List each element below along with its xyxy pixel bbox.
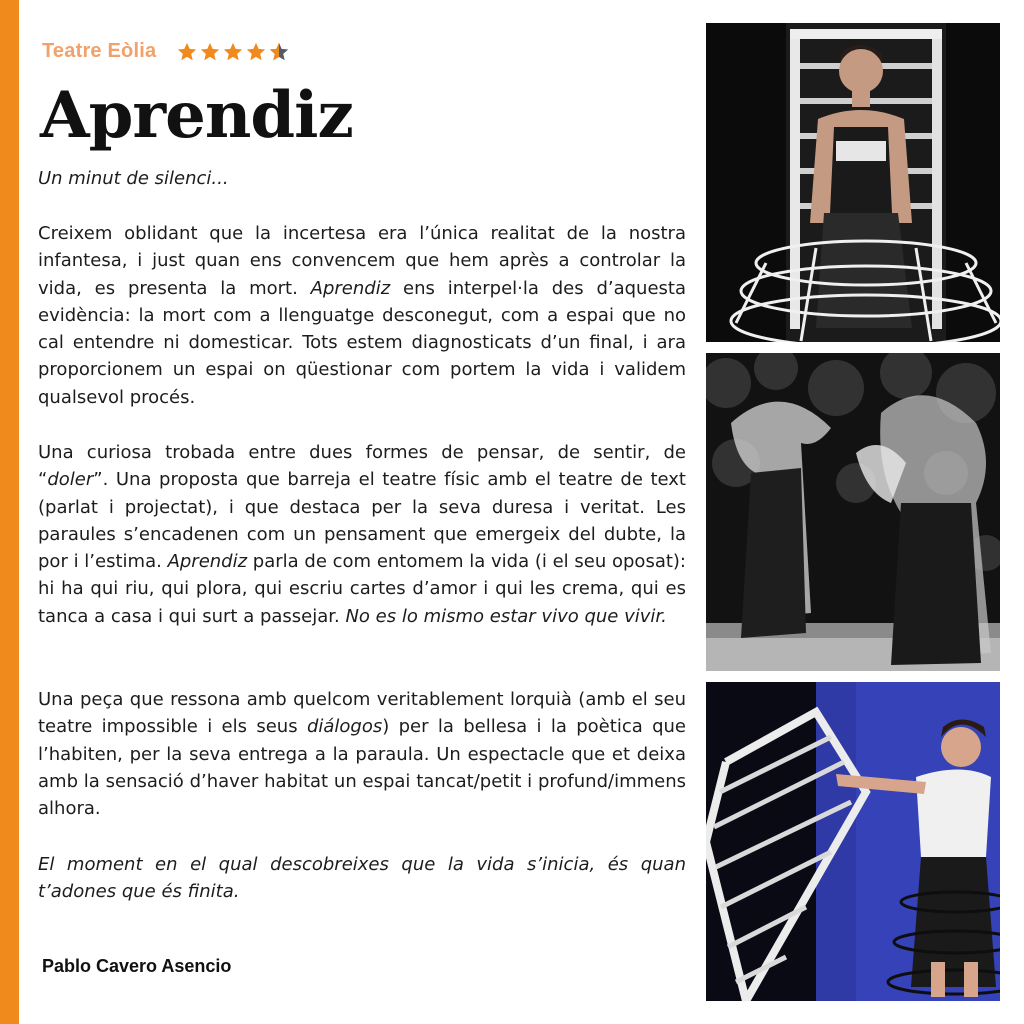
star-icon — [176, 41, 198, 63]
review-paragraph-3 — [38, 686, 686, 822]
stage-photo-seated-performer — [706, 23, 1000, 342]
subtitle: Un minut de silenci... — [38, 168, 229, 189]
text-run: ) per la bellesa i la poètica que l’habiten, per la seva entrega a la paraula. Un espectacle que et deixa amb la sensació d’haver habitat un espai tancat/petit i profund/immens alhora. — [38, 716, 686, 820]
venue-name: Teatre Eòlia — [42, 40, 157, 62]
text-run: parla de com entomem la vida (i el seu oposat): hi ha qui riu, qui plora, qui escriu cartes d’amor i qui les crema, qui es tanca a casa i qui surt a passejar. — [38, 551, 686, 627]
review-paragraph-2 — [38, 439, 686, 630]
star-icon — [222, 41, 244, 63]
play-title-italic: Aprendiz — [167, 551, 248, 573]
text-run: ”. Una proposta que barreja el teatre físic amb el teatre de text (parlat i projectat), i que destaca per la seva duresa i veritat. Les paraules s’encadenen com un pensament que emergeix del dubte, la por i l’estima. — [38, 469, 686, 573]
italic-word: doler — [47, 469, 94, 491]
italic-word: diálogos — [306, 716, 383, 738]
page-title: Aprendiz — [40, 78, 353, 153]
text-run: Creixem oblidant que la incertesa era l’única realitat de la nostra infantesa, i just quan ens convencem que hem après a controlar la vida, es presenta la mort. — [38, 223, 686, 299]
review-paragraph-1 — [38, 220, 686, 411]
play-title-italic: Aprendiz — [310, 277, 391, 299]
star-icon — [199, 41, 221, 63]
half-star-icon — [268, 41, 290, 63]
text-run: Una peça que ressona amb quelcom veritablement lorquià (amb el seu teatre impossible i els seus — [38, 689, 686, 738]
author-name: Pablo Cavero Asencio — [42, 956, 232, 976]
star-rating — [176, 41, 291, 63]
stage-photo-dancers-motion — [706, 353, 1000, 671]
quote-italic: No es lo mismo estar vivo que vivir. — [345, 605, 667, 627]
stage-photo-pushing-frame — [706, 682, 1000, 1001]
header — [42, 40, 291, 63]
text-run: ens interpel·la des d’aquesta evidència: la mort com a llenguatge desconegut, com a espai que no cal entendre ni domesticar. Tots estem diagnosticats d’un final, i ara proporcionem un espai on qüestionar com portem la vida i validem qualsevol procés. — [38, 277, 686, 408]
text-run: Una curiosa trobada entre dues formes de pensar, de sentir, de “ — [38, 442, 686, 491]
star-icon — [245, 41, 267, 63]
accent-sidebar-bar — [0, 0, 19, 1024]
closing-quote: El moment en el qual descobreixes que la vida s’inicia, és quan t’adones que és finita. — [38, 854, 686, 903]
